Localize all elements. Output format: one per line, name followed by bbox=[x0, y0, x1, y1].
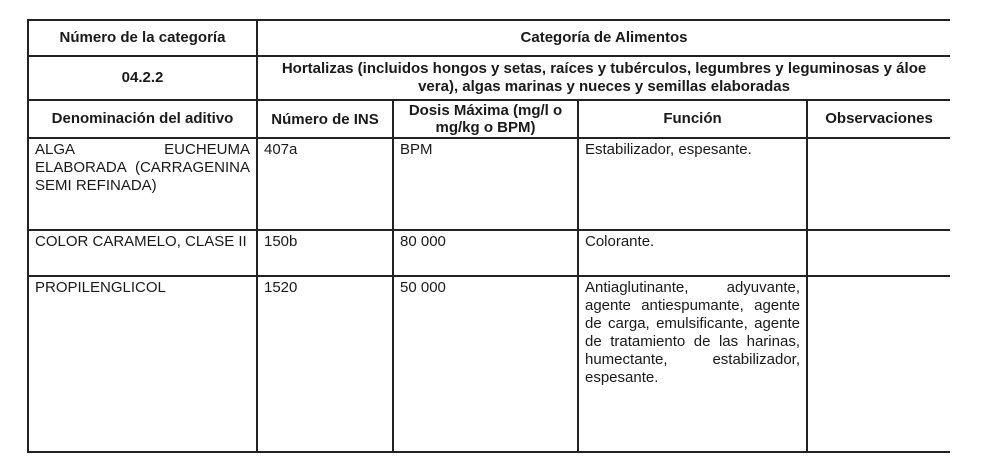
table-row bbox=[28, 138, 950, 230]
observations-cell bbox=[807, 138, 950, 230]
food-category-label: Categoría de Alimentos bbox=[257, 20, 950, 56]
observations-cell bbox=[807, 230, 950, 276]
document-page bbox=[27, 19, 950, 458]
observations-cell bbox=[807, 276, 950, 452]
additive-name-cell: COLOR CARAMELO, CLASE II bbox=[28, 230, 257, 276]
column-header-function: Función bbox=[578, 100, 807, 138]
function-cell: Estabilizador, espesante. bbox=[578, 138, 807, 230]
additive-name-cell: ALGA EUCHEUMA ELABORADA (CARRAGENINA SEMI REFINADA) bbox=[28, 138, 257, 230]
category-number-value: 04.2.2 bbox=[28, 56, 257, 100]
max-dose-cell: BPM bbox=[393, 138, 578, 230]
additive-name-cell: PROPILENGLICOL bbox=[28, 276, 257, 452]
ins-number-cell: 150b bbox=[257, 230, 393, 276]
column-header-observations: Observaciones bbox=[807, 100, 950, 138]
header-row-category bbox=[28, 20, 950, 56]
max-dose-cell: 50 000 bbox=[393, 276, 578, 452]
header-row-values bbox=[28, 56, 950, 100]
function-cell: Antiaglutinante, adyuvante, agente antiespumante, agente de carga, emulsificante, agente de tratamiento de las harinas, humectante, estabilizador, espesante. bbox=[578, 276, 807, 452]
column-header-max-dose: Dosis Máxima (mg/l o mg/kg o BPM) bbox=[393, 100, 578, 138]
column-header-ins: Número de INS bbox=[257, 100, 393, 138]
column-header-row bbox=[28, 100, 950, 138]
max-dose-cell: 80 000 bbox=[393, 230, 578, 276]
category-description: Hortalizas (incluidos hongos y setas, raíces y tubérculos, legumbres y leguminosas y áloe vera), algas marinas y nueces y semillas elaboradas bbox=[257, 56, 950, 100]
food-category-table bbox=[27, 19, 950, 453]
category-number-label: Número de la categoría bbox=[28, 20, 257, 56]
ins-number-cell: 407a bbox=[257, 138, 393, 230]
table-row bbox=[28, 276, 950, 452]
function-cell: Colorante. bbox=[578, 230, 807, 276]
column-header-additive: Denominación del aditivo bbox=[28, 100, 257, 138]
table-row bbox=[28, 230, 950, 276]
ins-number-cell: 1520 bbox=[257, 276, 393, 452]
